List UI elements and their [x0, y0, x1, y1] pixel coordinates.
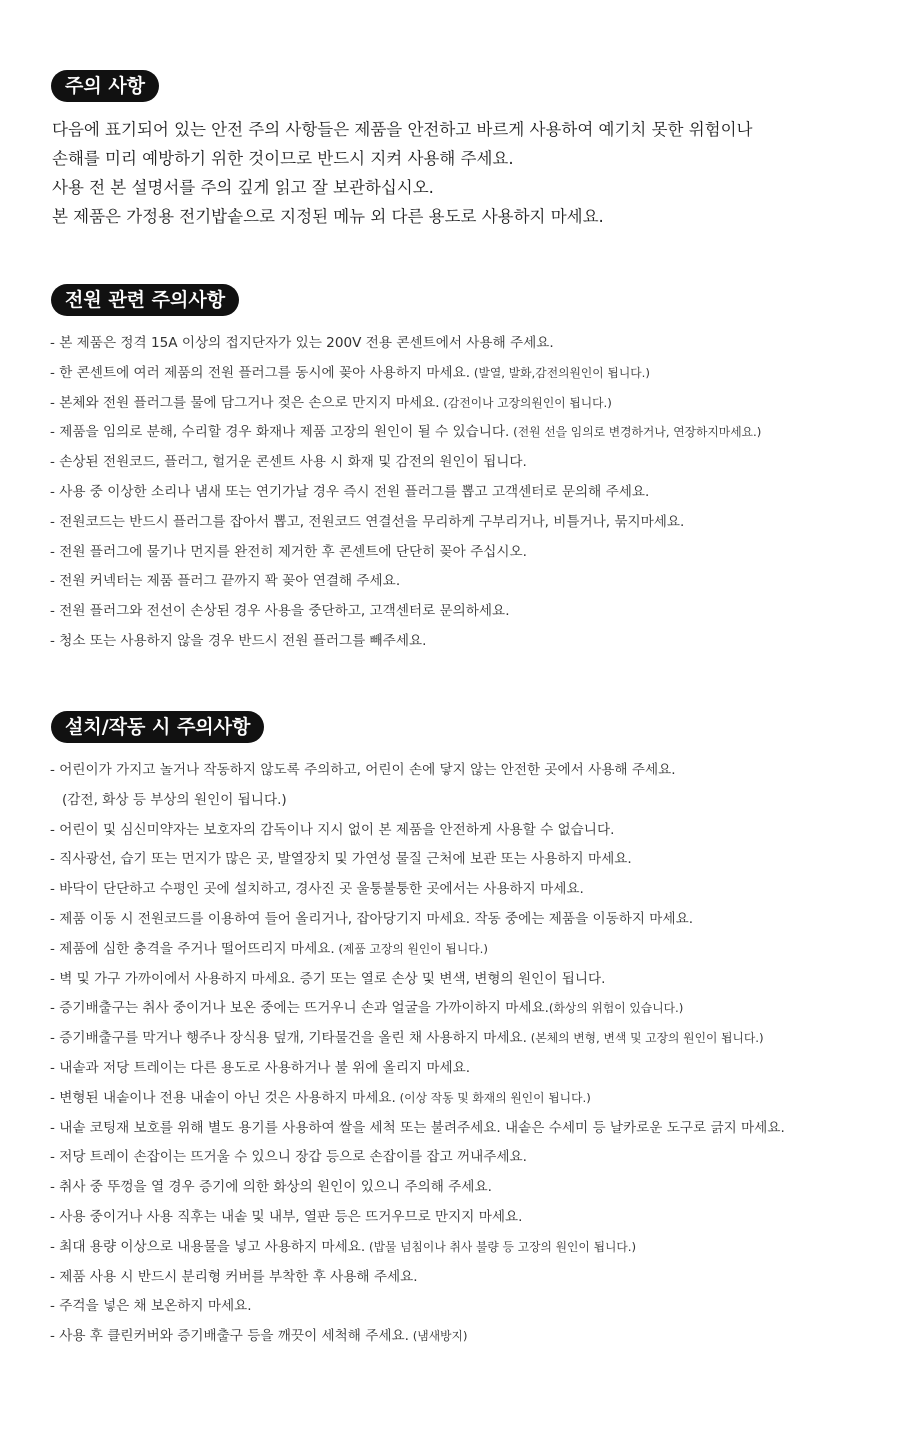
list-item: - 전원코드는 반드시 플러그를 잡아서 뽑고, 전원코드 연결선을 무리하게 구부리거나, 비틀거나, 묶지마세요.	[50, 513, 685, 530]
power-caution-list	[50, 329, 761, 657]
list-item: - 본 제품은 정격 15A 이상의 접지단자가 있는 200V 전용 콘센트에서 사용해 주세요.	[50, 335, 554, 351]
list-item: - 최대 용량 이상으로 내용물을 넣고 사용하지 마세요. (밥물 넘침이나 취사 불량 등 고장의 원인이 됩니다.)	[50, 1238, 637, 1255]
list-item: - 증기배출구는 취사 중이거나 보온 중에는 뜨거우니 손과 얼굴을 가까이하지 마세요.(화상의 위험이 있습니다.)	[50, 1000, 684, 1017]
list-item: (감전, 화상 등 부상의 원인이 됩니다.)	[62, 791, 287, 808]
list-item: - 변형된 내솥이나 전용 내솥이 아닌 것은 사용하지 마세요. (이상 작동 및 화재의 원인이 됩니다.)	[50, 1089, 591, 1106]
list-item: - 전원 커넥터는 제품 플러그 끝까지 꽉 꽂아 연결해 주세요.	[50, 573, 401, 590]
list-item: - 어린이가 가지고 놀거나 작동하지 않도록 주의하고, 어린이 손에 닿지 않는 안전한 곳에서 사용해 주세요.	[50, 762, 676, 778]
list-item: - 사용 후 클린커버와 증기배출구 등을 깨끗이 세척해 주세요. (냄새방지)	[50, 1328, 468, 1345]
intro-line: 본 제품은 가정용 전기밥솥으로 지정된 메뉴 외 다른 용도로 사용하지 마세요.	[52, 207, 604, 226]
list-item: - 벽 및 가구 가까이에서 사용하지 마세요. 증기 또는 열로 손상 및 변색, 변형의 원인이 됩니다.	[50, 970, 606, 987]
list-item: - 전원 플러그에 물기나 먼지를 완전히 제거한 후 콘센트에 단단히 꽂아 주십시오.	[50, 543, 527, 560]
list-item: - 바닥이 단단하고 수평인 곳에 설치하고, 경사진 곳 울퉁불퉁한 곳에서는 사용하지 마세요.	[50, 881, 584, 898]
list-item: - 내솥 코팅재 보호를 위해 별도 용기를 사용하여 쌀을 세척 또는 불려주세요. 내솥은 수세미 등 날카로운 도구로 긁지 마세요.	[50, 1119, 785, 1136]
intro-line: 다음에 표기되어 있는 안전 주의 사항들은 제품을 안전하고 바르게 사용하여 예기치 못한 위험이나	[52, 120, 753, 139]
section-title-caution: 주의 사항	[51, 70, 159, 102]
list-item: - 주걱을 넣은 채 보온하지 마세요.	[50, 1298, 252, 1315]
intro-line: 손해를 미리 예방하기 위한 것이므로 반드시 지켜 사용해 주세요.	[52, 149, 514, 168]
list-item: - 전원 플러그와 전선이 손상된 경우 사용을 중단하고, 고객센터로 문의하세요.	[50, 603, 510, 620]
installation-caution-list	[50, 756, 785, 1352]
section-title-installation: 설치/작동 시 주의사항	[51, 711, 264, 743]
list-item: - 손상된 전원코드, 플러그, 헐거운 콘센트 사용 시 화재 및 감전의 원인이 됩니다.	[50, 454, 527, 471]
list-item: - 제품에 심한 충격을 주거나 떨어뜨리지 마세요. (제품 고장의 원인이 됩니다.)	[50, 940, 488, 957]
list-item: - 제품 이동 시 전원코드를 이용하여 들어 올리거나, 잡아당기지 마세요. 작동 중에는 제품을 이동하지 마세요.	[50, 910, 694, 927]
list-item: - 증기배출구를 막거나 행주나 장식용 덮개, 기타물건을 올린 채 사용하지 마세요. (본체의 변형, 변색 및 고장의 원인이 됩니다.)	[50, 1030, 764, 1047]
list-item: - 사용 중 이상한 소리나 냄새 또는 연기가날 경우 즉시 전원 플러그를 뽑고 고객센터로 문의해 주세요.	[50, 483, 650, 500]
list-item: - 취사 중 뚜껑을 열 경우 증기에 의한 화상의 원인이 있으니 주의해 주세요.	[50, 1179, 492, 1196]
list-item: - 제품을 임의로 분해, 수리할 경우 화재나 제품 고장의 원인이 될 수 있습니다. (전원 선을 임의로 변경하거나, 연장하지마세요.)	[50, 424, 762, 441]
list-item: - 제품 사용 시 반드시 분리형 커버를 부착한 후 사용해 주세요.	[50, 1268, 418, 1285]
intro-line: 사용 전 본 설명서를 주의 깊게 읽고 잘 보관하십시오.	[52, 178, 434, 197]
list-item: - 직사광선, 습기 또는 먼지가 많은 곳, 발열장치 및 가연성 물질 근처에 보관 또는 사용하지 마세요.	[50, 851, 632, 868]
list-item: - 한 콘센트에 여러 제품의 전원 플러그를 동시에 꽂아 사용하지 마세요. (발열, 발화,감전의원인이 됩니다.)	[50, 364, 650, 381]
list-item: - 청소 또는 사용하지 않을 경우 반드시 전원 플러그를 빼주세요.	[50, 632, 427, 649]
list-item: - 사용 중이거나 사용 직후는 내솥 및 내부, 열판 등은 뜨거우므로 만지지 마세요.	[50, 1208, 523, 1225]
list-item: - 본체와 전원 플러그를 물에 담그거나 젖은 손으로 만지지 마세요. (감전이나 고장의원인이 됩니다.)	[50, 394, 612, 411]
list-item: - 내솥과 저당 트레이는 다른 용도로 사용하거나 불 위에 올리지 마세요.	[50, 1059, 471, 1076]
list-item: - 어린이 및 심신미약자는 보호자의 감독이나 지시 없이 본 제품을 안전하게 사용할 수 없습니다.	[50, 821, 615, 838]
caution-intro	[52, 115, 753, 231]
section-title-power: 전원 관련 주의사항	[51, 284, 239, 316]
list-item: - 저당 트레이 손잡이는 뜨거울 수 있으니 장갑 등으로 손잡이를 잡고 꺼내주세요.	[50, 1149, 527, 1166]
